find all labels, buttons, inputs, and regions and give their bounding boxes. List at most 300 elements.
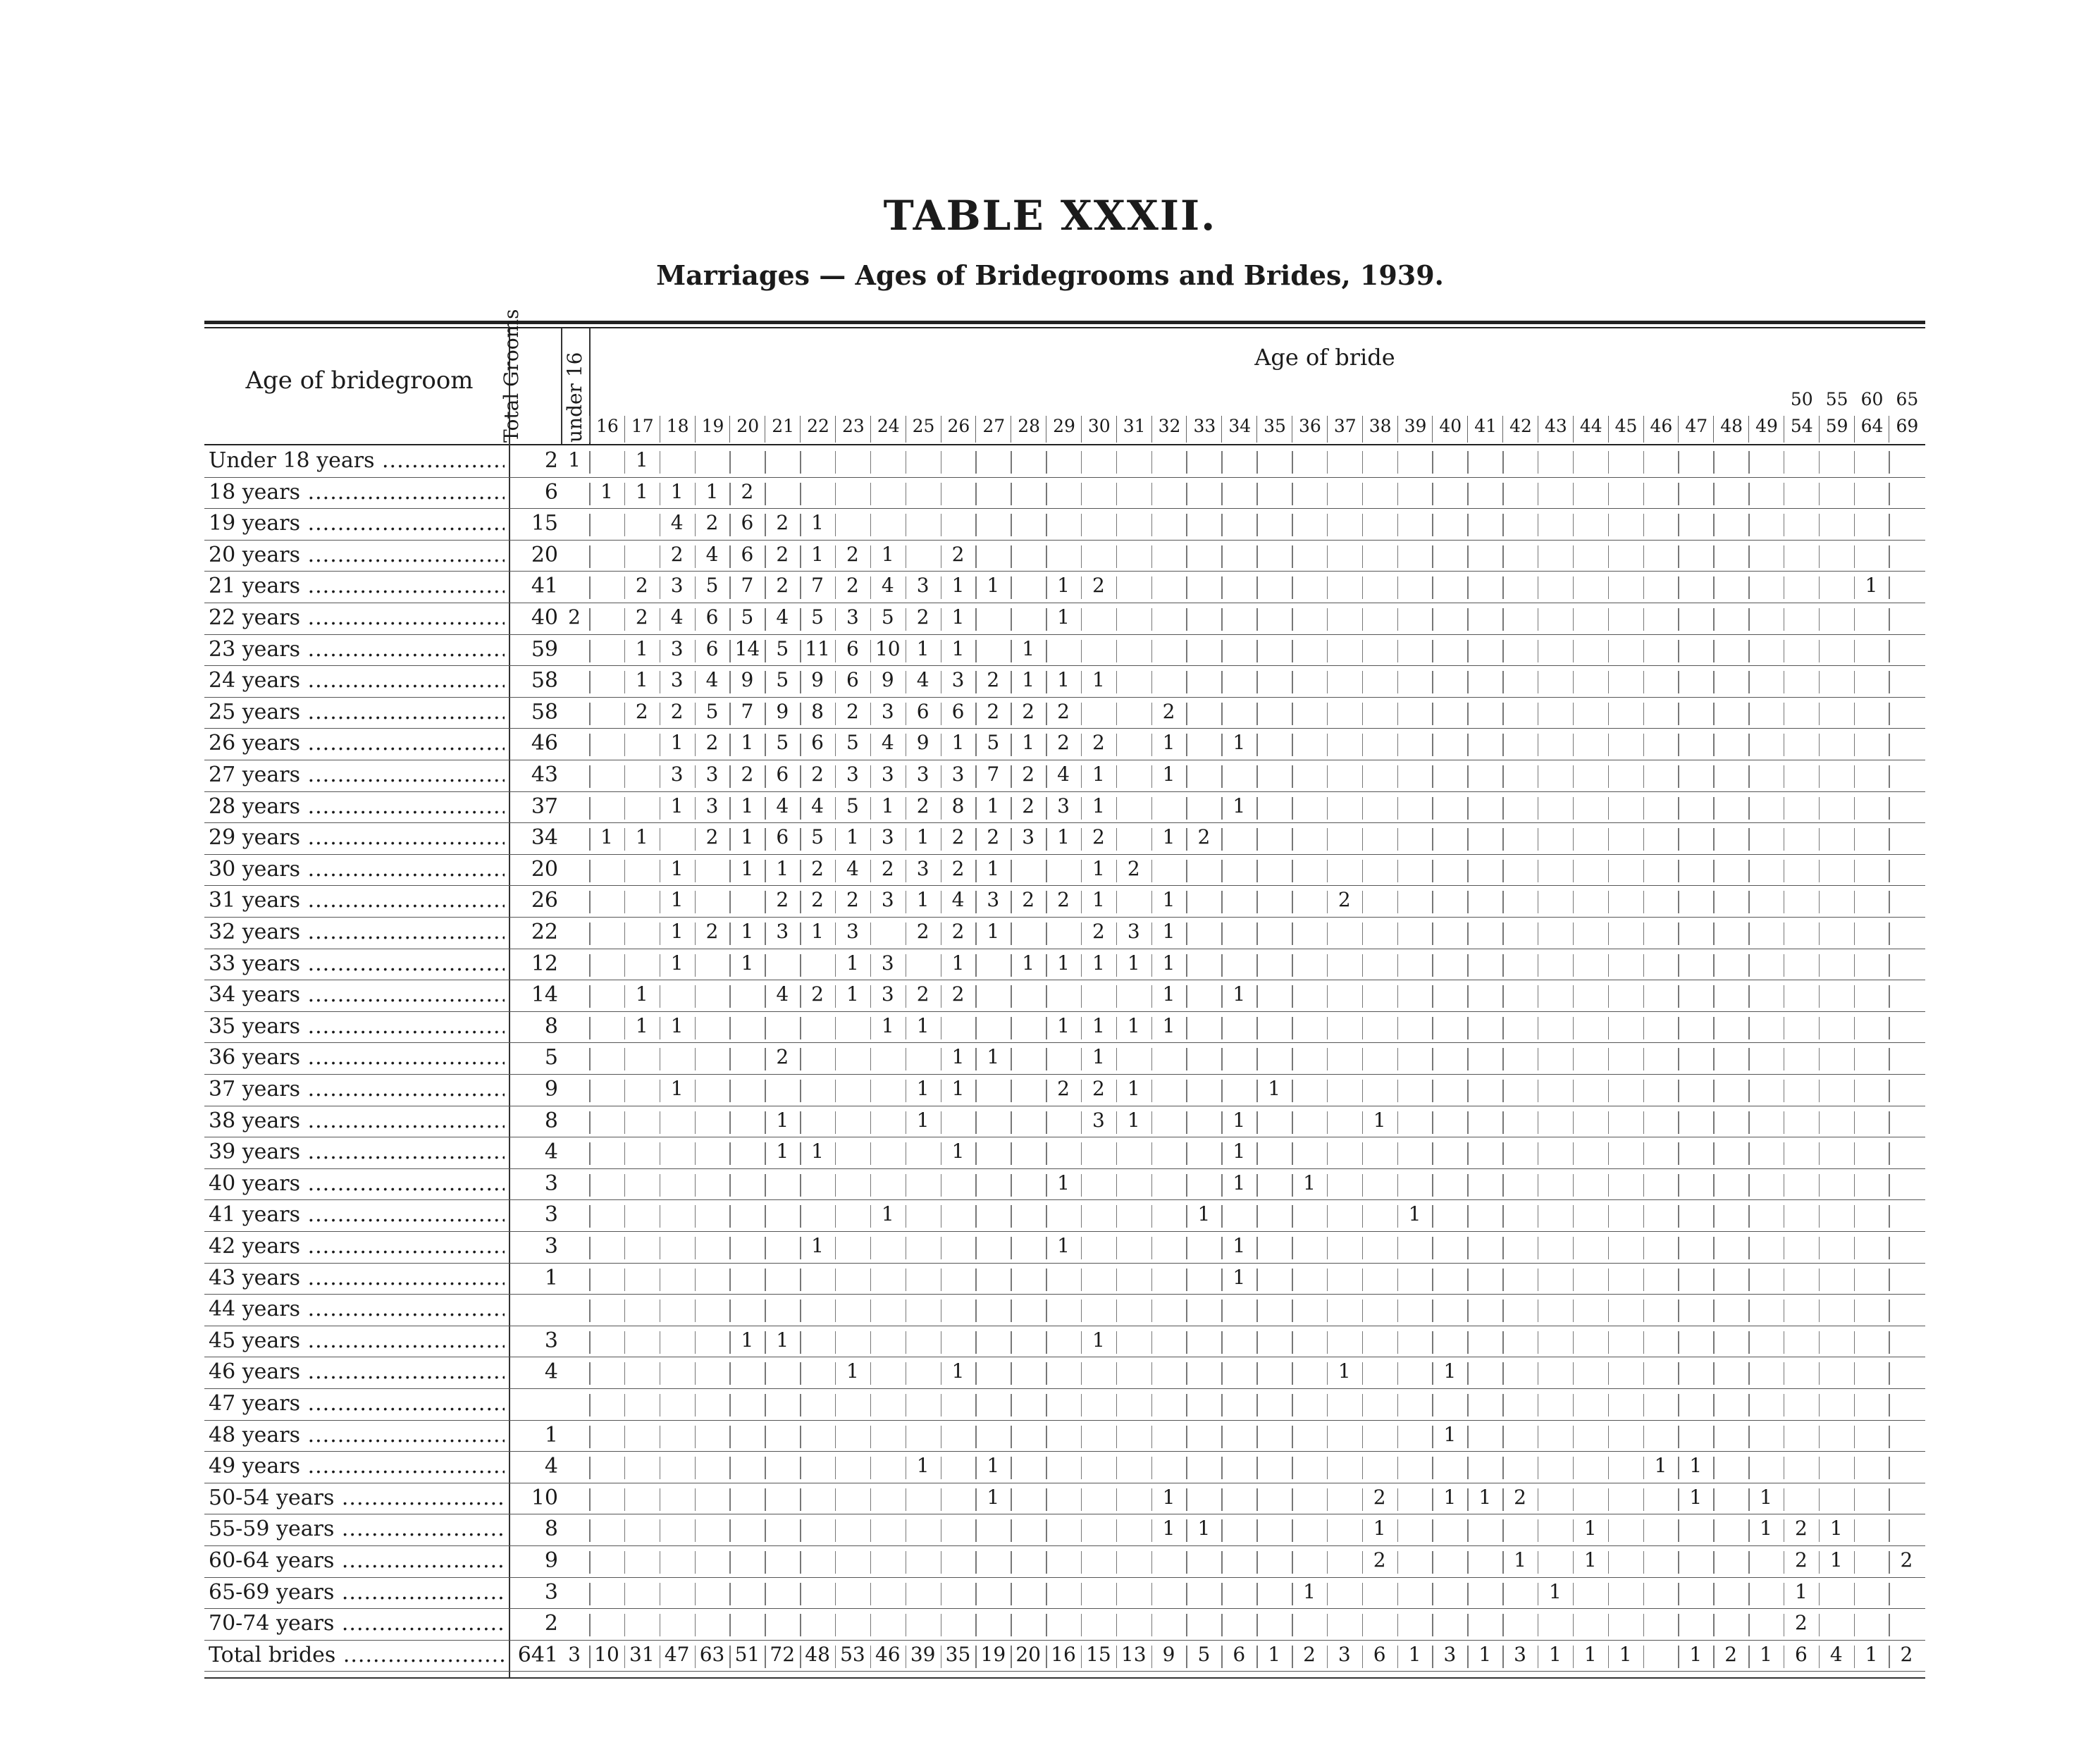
table-row xyxy=(204,1514,1925,1546)
cell-separator xyxy=(906,954,907,977)
cell-separator xyxy=(729,1362,731,1385)
cell-separator xyxy=(1854,1426,1855,1448)
cell-separator xyxy=(1432,797,1433,820)
cell-separator xyxy=(1748,922,1750,945)
cell-separator xyxy=(765,734,766,756)
cell-separator xyxy=(1116,765,1118,788)
cell-separator xyxy=(1186,1583,1187,1605)
cell-separator xyxy=(1256,985,1258,1008)
table-cell: 35 xyxy=(945,1642,971,1666)
cell-separator xyxy=(1678,797,1679,820)
row-total: 4 xyxy=(544,1454,558,1479)
cell-separator xyxy=(589,1237,591,1259)
table-row xyxy=(204,1294,1925,1326)
table-cell: 1 xyxy=(1162,1013,1175,1037)
cell-separator xyxy=(660,860,661,882)
cell-separator xyxy=(1327,1457,1328,1479)
cell-separator xyxy=(624,1174,626,1197)
cell-separator xyxy=(1292,1583,1293,1605)
cell-separator xyxy=(1186,1048,1187,1070)
cell-separator xyxy=(975,1646,977,1668)
cell-separator xyxy=(906,451,907,474)
cell-separator xyxy=(1678,703,1679,725)
table-cell: 6 xyxy=(741,511,754,535)
cell-separator xyxy=(1819,985,1820,1008)
table-cell: 1 xyxy=(635,636,648,660)
cell-separator xyxy=(1011,1269,1012,1291)
cell-separator xyxy=(1046,1017,1047,1039)
table-cell: 2 xyxy=(776,1045,789,1069)
cell-separator xyxy=(975,671,977,693)
cell-separator xyxy=(1713,1111,1715,1134)
cell-separator xyxy=(835,640,836,662)
cell-separator xyxy=(1362,671,1364,693)
table-cell: 4 xyxy=(705,668,719,692)
cell-separator xyxy=(1784,985,1785,1008)
table-cell: 2 xyxy=(1794,1611,1808,1635)
cell-separator xyxy=(1643,1142,1645,1165)
cell-separator xyxy=(1046,514,1047,536)
cell-separator xyxy=(1362,860,1364,882)
cell-separator xyxy=(1327,1080,1328,1102)
table-cell: 1 xyxy=(811,542,824,566)
bride-age-col-header: 16 xyxy=(589,416,625,443)
cell-separator xyxy=(1573,576,1574,599)
cell-separator xyxy=(1011,1111,1012,1134)
table-cell: 1 xyxy=(1197,1517,1211,1541)
cell-separator xyxy=(835,1551,836,1574)
table-cell: 6 xyxy=(846,636,859,660)
cell-separator xyxy=(1608,1457,1610,1479)
table-cell: 1 xyxy=(776,1328,789,1352)
cell-separator xyxy=(1784,1111,1785,1134)
table-cell: 1 xyxy=(1268,1077,1281,1100)
cell-separator xyxy=(1608,1237,1610,1259)
cell-separator xyxy=(1502,891,1504,913)
cell-separator xyxy=(1502,545,1504,568)
cell-separator xyxy=(1151,1269,1153,1291)
table-cell: 19 xyxy=(980,1642,1006,1666)
cell-separator xyxy=(1467,765,1469,788)
row-total: 3 xyxy=(544,1579,558,1605)
cell-separator xyxy=(624,1488,626,1511)
cell-separator xyxy=(800,545,801,568)
cell-separator xyxy=(1889,1205,1890,1228)
cell-separator xyxy=(695,703,696,725)
table-cell: 6 xyxy=(776,825,789,849)
cell-separator xyxy=(1573,828,1574,851)
cell-separator xyxy=(1046,922,1047,945)
cell-separator xyxy=(1151,1174,1153,1197)
bride-age-col-header: 22 xyxy=(800,416,836,443)
cell-separator xyxy=(589,1048,591,1070)
table-cell: 1 xyxy=(1865,1642,1878,1666)
cell-separator xyxy=(1081,765,1082,788)
cell-separator xyxy=(1186,1300,1187,1322)
table-cell: 1 xyxy=(811,1234,824,1257)
row-label: 23 years ..... xyxy=(209,637,505,662)
cell-separator xyxy=(1292,734,1293,756)
cell-separator xyxy=(1713,1426,1715,1448)
cell-separator xyxy=(800,1205,801,1228)
cell-separator xyxy=(1573,1488,1574,1511)
cell-separator xyxy=(835,1646,836,1668)
cell-separator xyxy=(1573,985,1574,1008)
table-cell: 6 xyxy=(776,763,789,786)
cell-separator xyxy=(906,797,907,820)
bride-age-col-header: 28 xyxy=(1011,416,1046,443)
row-label: 34 years ..... xyxy=(209,982,505,1007)
table-cell: 2 xyxy=(776,542,789,566)
bride-age-col-header: 65 69 xyxy=(1889,416,1925,443)
row-total: 641 xyxy=(517,1642,558,1667)
table-cell: 2 xyxy=(635,605,648,629)
table-cell: 4 xyxy=(881,574,894,598)
table-cell: 1 xyxy=(987,1045,1000,1069)
table-cell: 1 xyxy=(1092,1328,1105,1352)
cell-separator xyxy=(1784,1080,1785,1102)
cell-separator xyxy=(1608,1362,1610,1385)
table-cell: 63 xyxy=(699,1642,725,1666)
cell-separator xyxy=(870,545,872,568)
cell-separator xyxy=(1011,1614,1012,1636)
cell-separator xyxy=(1889,765,1890,788)
table-row xyxy=(204,1483,1925,1515)
cell-separator xyxy=(589,1142,591,1165)
cell-separator xyxy=(1784,671,1785,693)
cell-separator xyxy=(800,1331,801,1354)
cell-separator xyxy=(1116,1111,1118,1134)
bride-age-col-header: 44 xyxy=(1573,416,1609,443)
table-cell: 4 xyxy=(1057,763,1070,786)
cell-separator xyxy=(1432,576,1433,599)
cell-separator xyxy=(835,1362,836,1385)
cell-separator xyxy=(765,671,766,693)
cell-separator xyxy=(1116,734,1118,756)
row-label: 27 years ..... xyxy=(209,763,505,787)
cell-separator xyxy=(1573,1646,1574,1668)
cell-separator xyxy=(1256,1048,1258,1070)
cell-separator xyxy=(1362,1646,1364,1668)
cell-separator xyxy=(729,734,731,756)
cell-separator xyxy=(1046,1331,1047,1354)
row-total: 4 xyxy=(544,1359,558,1385)
table-cell: 1 xyxy=(987,574,1000,598)
cell-separator xyxy=(1573,1394,1574,1417)
cell-separator xyxy=(1713,1048,1715,1070)
cell-separator xyxy=(1608,954,1610,977)
cell-separator xyxy=(1011,985,1012,1008)
cell-separator xyxy=(1432,1488,1433,1511)
cell-separator xyxy=(695,671,696,693)
cell-separator xyxy=(870,1646,872,1668)
cell-separator xyxy=(1854,1174,1855,1197)
table-cell: 1 xyxy=(1865,574,1878,598)
table-cell: 2 xyxy=(1092,731,1105,755)
cell-separator xyxy=(765,860,766,882)
cell-separator xyxy=(1538,1488,1539,1511)
cell-separator xyxy=(624,1519,626,1542)
cell-separator xyxy=(1256,608,1258,631)
cell-separator xyxy=(1046,640,1047,662)
cell-separator xyxy=(1046,1426,1047,1448)
cell-separator xyxy=(1608,1394,1610,1417)
cell-separator xyxy=(1327,1205,1328,1228)
cell-separator xyxy=(1889,828,1890,851)
cell-separator xyxy=(975,1111,977,1134)
cell-separator xyxy=(1467,1362,1469,1385)
cell-separator xyxy=(1362,1111,1364,1134)
cell-separator xyxy=(870,1583,872,1605)
cell-separator xyxy=(1432,1426,1433,1448)
cell-separator xyxy=(1538,1646,1539,1668)
cell-separator xyxy=(1608,514,1610,536)
row-total: 15 xyxy=(531,511,558,536)
cell-separator xyxy=(1116,922,1118,945)
cell-separator xyxy=(835,1048,836,1070)
cell-separator xyxy=(1608,1488,1610,1511)
bride-age-col-header: 45 xyxy=(1608,416,1644,443)
cell-separator xyxy=(1081,1017,1082,1039)
cell-separator xyxy=(906,1080,907,1102)
cell-separator xyxy=(1116,1237,1118,1259)
table-cell: 2 xyxy=(951,982,965,1006)
cell-separator xyxy=(1643,1646,1645,1668)
cell-separator xyxy=(941,985,942,1008)
table-cell: 51 xyxy=(734,1642,760,1666)
cell-separator xyxy=(589,1362,591,1385)
cell-separator xyxy=(975,1614,977,1636)
table-cell: 1 xyxy=(1092,1045,1105,1069)
cell-separator xyxy=(1502,514,1504,536)
cell-separator xyxy=(1221,483,1223,505)
cell-separator xyxy=(1713,576,1715,599)
cell-separator xyxy=(1678,734,1679,756)
cell-separator xyxy=(695,483,696,505)
cell-separator xyxy=(1538,1551,1539,1574)
row-label: Under 18 years ..... xyxy=(209,448,505,473)
cell-separator xyxy=(1292,451,1293,474)
cell-separator xyxy=(870,1017,872,1039)
cell-separator xyxy=(1573,514,1574,536)
cell-separator xyxy=(906,1017,907,1039)
cell-separator xyxy=(1502,1017,1504,1039)
cell-separator xyxy=(1186,985,1187,1008)
cell-separator xyxy=(1467,1331,1469,1354)
cell-separator xyxy=(1362,734,1364,756)
cell-separator xyxy=(695,451,696,474)
cell-separator xyxy=(1116,985,1118,1008)
table-row xyxy=(204,603,1925,635)
cell-separator xyxy=(1643,1080,1645,1102)
table-cell: 2 xyxy=(1373,1548,1386,1572)
cell-separator xyxy=(1151,671,1153,693)
cell-separator xyxy=(695,1080,696,1102)
cell-separator xyxy=(1713,640,1715,662)
row-label: 46 years ..... xyxy=(209,1359,505,1384)
cell-separator xyxy=(1327,451,1328,474)
cell-separator xyxy=(1081,1174,1082,1197)
cell-separator xyxy=(765,1017,766,1039)
cell-separator xyxy=(1502,1205,1504,1228)
cell-separator xyxy=(1432,828,1433,851)
cell-separator xyxy=(1889,640,1890,662)
table-cell: 1 xyxy=(1268,1642,1281,1666)
cell-separator xyxy=(941,1080,942,1102)
cell-separator xyxy=(1819,671,1820,693)
cell-separator xyxy=(1502,1646,1504,1668)
cell-separator xyxy=(1502,1080,1504,1102)
cell-separator xyxy=(589,545,591,568)
cell-separator xyxy=(1362,545,1364,568)
cell-separator xyxy=(1502,765,1504,788)
cell-separator xyxy=(1784,1362,1785,1385)
cell-separator xyxy=(695,514,696,536)
table-row xyxy=(204,508,1925,541)
cell-separator xyxy=(1854,797,1855,820)
cell-separator xyxy=(1327,1111,1328,1134)
cell-separator xyxy=(1327,1237,1328,1259)
cell-separator xyxy=(1748,608,1750,631)
cell-separator xyxy=(1011,1583,1012,1605)
table-cell: 11 xyxy=(805,636,830,660)
table-cell: 1 xyxy=(1127,1013,1140,1037)
cell-separator xyxy=(941,1426,942,1448)
cell-separator xyxy=(1151,1111,1153,1134)
cell-separator xyxy=(1116,1142,1118,1165)
row-total: 20 xyxy=(531,542,558,567)
cell-separator xyxy=(1186,1646,1187,1668)
cell-separator xyxy=(1467,608,1469,631)
cell-separator xyxy=(1256,576,1258,599)
cell-separator xyxy=(1608,860,1610,882)
cell-separator xyxy=(1256,891,1258,913)
cell-separator xyxy=(1538,451,1539,474)
cell-separator xyxy=(1467,514,1469,536)
cell-separator xyxy=(800,1048,801,1070)
row-label: 26 years ..... xyxy=(209,731,505,755)
cell-separator xyxy=(1854,734,1855,756)
table-cell: 4 xyxy=(670,511,684,535)
cell-separator xyxy=(1889,1362,1890,1385)
cell-separator xyxy=(1046,1237,1047,1259)
cell-separator xyxy=(660,1080,661,1102)
cell-separator xyxy=(660,671,661,693)
table-cell: 1 xyxy=(1689,1642,1703,1666)
bride-age-col-header: 34 xyxy=(1221,416,1257,443)
cell-separator xyxy=(975,1394,977,1417)
cell-separator xyxy=(1081,640,1082,662)
cell-separator xyxy=(1397,1142,1399,1165)
cell-separator xyxy=(1643,545,1645,568)
cell-separator xyxy=(1854,1488,1855,1511)
cell-separator xyxy=(1362,1331,1364,1354)
cell-separator xyxy=(1186,545,1187,568)
table-cell: 1 xyxy=(635,479,648,503)
cell-separator xyxy=(1784,1551,1785,1574)
cell-separator xyxy=(660,1519,661,1542)
cell-separator xyxy=(1643,860,1645,882)
cell-separator xyxy=(1538,1111,1539,1134)
cell-separator xyxy=(1748,1237,1750,1259)
bride-age-col-header: 42 xyxy=(1502,416,1538,443)
cell-separator xyxy=(1748,545,1750,568)
cell-separator xyxy=(1046,1646,1047,1668)
cell-separator xyxy=(1467,1048,1469,1070)
cell-separator xyxy=(1819,765,1820,788)
cell-separator xyxy=(906,1551,907,1574)
row-label: 19 years ..... xyxy=(209,511,505,536)
row-label: 45 years ..... xyxy=(209,1328,505,1353)
cell-separator xyxy=(1221,1614,1223,1636)
cell-separator xyxy=(1678,514,1679,536)
table-cell: 1 xyxy=(1233,794,1246,817)
cell-separator xyxy=(835,1205,836,1228)
table-cell: 6 xyxy=(951,699,965,723)
table-cell: 1 xyxy=(951,605,965,629)
table-cell: 1 xyxy=(1022,951,1035,975)
cell-separator xyxy=(1502,703,1504,725)
row-total: 20 xyxy=(531,856,558,882)
cell-separator xyxy=(1467,1426,1469,1448)
cell-separator xyxy=(729,640,731,662)
cell-separator xyxy=(1538,765,1539,788)
cell-separator xyxy=(1256,1111,1258,1134)
bride-age-col-header: 20 xyxy=(729,416,765,443)
row-total: 3 xyxy=(544,1234,558,1259)
table-cell: 2 xyxy=(987,699,1000,723)
cell-separator xyxy=(1432,1551,1433,1574)
cell-separator xyxy=(941,1362,942,1385)
cell-separator xyxy=(1748,985,1750,1008)
cell-separator xyxy=(1116,640,1118,662)
table-cell: 1 xyxy=(1760,1485,1772,1509)
table-cell: 1 xyxy=(1760,1642,1772,1666)
cell-separator xyxy=(1186,1488,1187,1511)
cell-separator xyxy=(1713,734,1715,756)
cell-separator xyxy=(695,734,696,756)
cell-separator xyxy=(941,1269,942,1291)
cell-separator xyxy=(660,545,661,568)
table-cell: 1 xyxy=(951,636,965,660)
cell-separator xyxy=(1221,1646,1223,1668)
table-cell: 2 xyxy=(1092,1077,1105,1100)
cell-separator xyxy=(660,640,661,662)
cell-separator xyxy=(835,891,836,913)
cell-separator xyxy=(1784,1237,1785,1259)
row-total: 58 xyxy=(531,699,558,724)
cell-separator xyxy=(835,1331,836,1354)
cell-separator xyxy=(1327,1269,1328,1291)
cell-separator xyxy=(975,985,977,1008)
cell-separator xyxy=(975,1426,977,1448)
cell-separator xyxy=(975,828,977,851)
cell-separator xyxy=(1502,734,1504,756)
cell-separator xyxy=(624,576,626,599)
table-row xyxy=(204,1106,1925,1138)
cell-separator xyxy=(1011,1331,1012,1354)
cell-separator xyxy=(624,1205,626,1228)
table-cell: 5 xyxy=(705,574,719,598)
table-cell: 2 xyxy=(705,511,719,535)
cell-separator xyxy=(1889,1583,1890,1605)
cell-separator xyxy=(975,1488,977,1511)
cell-separator xyxy=(835,608,836,631)
table-cell: 1 xyxy=(1549,1579,1562,1603)
cell-separator xyxy=(1713,1614,1715,1636)
cell-separator xyxy=(1608,1646,1610,1668)
cell-separator xyxy=(1327,1048,1328,1070)
